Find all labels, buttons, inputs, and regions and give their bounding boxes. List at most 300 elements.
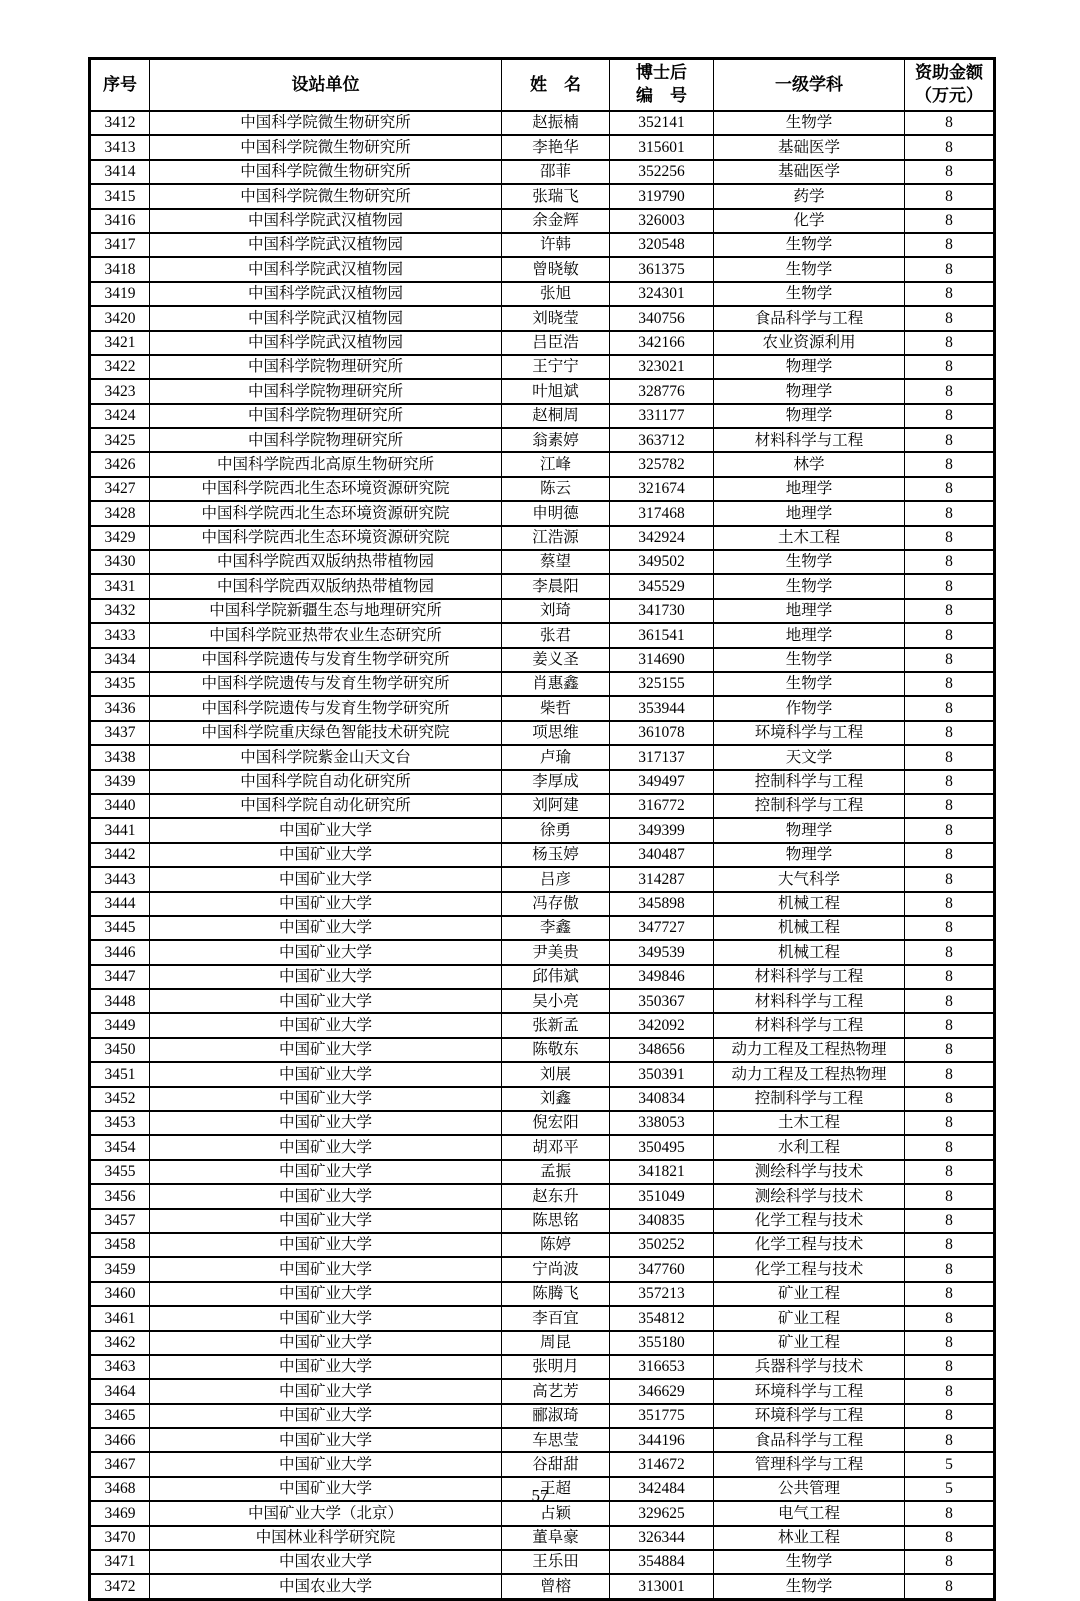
table-cell: 中国农业大学 bbox=[150, 1550, 502, 1574]
table-cell: 李艳华 bbox=[502, 135, 610, 159]
table-cell: 3434 bbox=[90, 648, 150, 672]
table-cell: 8 bbox=[905, 1404, 995, 1428]
header-amount: 资助金额 （万元） bbox=[905, 59, 995, 112]
table-cell: 3451 bbox=[90, 1062, 150, 1086]
table-cell: 8 bbox=[905, 1111, 995, 1135]
table-cell: 中国科学院西北生态环境资源研究院 bbox=[150, 501, 502, 525]
table-cell: 测绘科学与技术 bbox=[714, 1160, 905, 1184]
table-cell: 中国矿业大学 bbox=[150, 1233, 502, 1257]
table-cell: 8 bbox=[905, 1257, 995, 1281]
table-row bbox=[90, 1550, 995, 1574]
table-cell: 363712 bbox=[610, 428, 714, 452]
table-row bbox=[90, 916, 995, 940]
table-cell: 3437 bbox=[90, 721, 150, 745]
table-cell: 张新孟 bbox=[502, 1013, 610, 1037]
table-cell: 周昆 bbox=[502, 1331, 610, 1355]
table-cell: 8 bbox=[905, 1160, 995, 1184]
table-row bbox=[90, 428, 995, 452]
table-cell: 中国科学院物理研究所 bbox=[150, 355, 502, 379]
table-cell: 中国矿业大学 bbox=[150, 1355, 502, 1379]
table-cell: 340756 bbox=[610, 306, 714, 330]
table-cell: 生物学 bbox=[714, 111, 905, 135]
table-row bbox=[90, 1282, 995, 1306]
table-row bbox=[90, 1233, 995, 1257]
table-cell: 352141 bbox=[610, 111, 714, 135]
table-cell: 余金辉 bbox=[502, 209, 610, 233]
table-cell: 蔡望 bbox=[502, 550, 610, 574]
table-cell: 8 bbox=[905, 257, 995, 281]
table-cell: 吕彦 bbox=[502, 867, 610, 891]
table-cell: 中国科学院武汉植物园 bbox=[150, 257, 502, 281]
table-cell: 林学 bbox=[714, 452, 905, 476]
table-row bbox=[90, 892, 995, 916]
table-row bbox=[90, 379, 995, 403]
table-cell: 3472 bbox=[90, 1574, 150, 1599]
table-cell: 345898 bbox=[610, 892, 714, 916]
table-cell: 357213 bbox=[610, 1282, 714, 1306]
table-cell: 8 bbox=[905, 1526, 995, 1550]
table-cell: 8 bbox=[905, 1135, 995, 1159]
table-cell: 环境科学与工程 bbox=[714, 721, 905, 745]
table-cell: 环境科学与工程 bbox=[714, 1404, 905, 1428]
table-cell: 350367 bbox=[610, 989, 714, 1013]
table-cell: 王宁宁 bbox=[502, 355, 610, 379]
table-cell: 8 bbox=[905, 867, 995, 891]
table-row bbox=[90, 233, 995, 257]
table-cell: 中国科学院武汉植物园 bbox=[150, 233, 502, 257]
table-cell: 董阜豪 bbox=[502, 1526, 610, 1550]
table-cell: 中国科学院微生物研究所 bbox=[150, 160, 502, 184]
table-cell: 物理学 bbox=[714, 379, 905, 403]
table-cell: 3428 bbox=[90, 501, 150, 525]
table-row bbox=[90, 843, 995, 867]
table-row bbox=[90, 550, 995, 574]
table-cell: 陈云 bbox=[502, 477, 610, 501]
table-cell: 卢瑜 bbox=[502, 745, 610, 769]
table-cell: 345529 bbox=[610, 574, 714, 598]
table-cell: 8 bbox=[905, 1038, 995, 1062]
table-cell: 8 bbox=[905, 1574, 995, 1599]
table-cell: 中国科学院微生物研究所 bbox=[150, 184, 502, 208]
table-cell: 吕臣浩 bbox=[502, 331, 610, 355]
table-cell: 3422 bbox=[90, 355, 150, 379]
table-cell: 胡邓平 bbox=[502, 1135, 610, 1159]
table-cell: 刘琦 bbox=[502, 599, 610, 623]
table-cell: 中国科学院西北生态环境资源研究院 bbox=[150, 526, 502, 550]
table-cell: 邵菲 bbox=[502, 160, 610, 184]
table-cell: 孟振 bbox=[502, 1160, 610, 1184]
table-cell: 化学工程与技术 bbox=[714, 1233, 905, 1257]
table-cell: 340835 bbox=[610, 1209, 714, 1233]
table-cell: 中国科学院武汉植物园 bbox=[150, 331, 502, 355]
table-cell: 3468 bbox=[90, 1477, 150, 1501]
table-cell: 8 bbox=[905, 989, 995, 1013]
table-cell: 8 bbox=[905, 574, 995, 598]
table-cell: 控制科学与工程 bbox=[714, 770, 905, 794]
table-row bbox=[90, 770, 995, 794]
table-cell: 电气工程 bbox=[714, 1501, 905, 1525]
table-cell: 354884 bbox=[610, 1550, 714, 1574]
table-cell: 314690 bbox=[610, 648, 714, 672]
table-cell: 8 bbox=[905, 379, 995, 403]
header-name: 姓 名 bbox=[502, 59, 610, 112]
table-cell: 3460 bbox=[90, 1282, 150, 1306]
table-cell: 8 bbox=[905, 648, 995, 672]
table-cell: 3471 bbox=[90, 1550, 150, 1574]
table-cell: 中国矿业大学 bbox=[150, 916, 502, 940]
table-cell: 大气科学 bbox=[714, 867, 905, 891]
table-cell: 3466 bbox=[90, 1428, 150, 1452]
table-cell: 占颖 bbox=[502, 1501, 610, 1525]
table-cell: 347727 bbox=[610, 916, 714, 940]
table-cell: 项思维 bbox=[502, 721, 610, 745]
table-cell: 中国科学院物理研究所 bbox=[150, 428, 502, 452]
table-cell: 林业工程 bbox=[714, 1526, 905, 1550]
table-cell: 316772 bbox=[610, 794, 714, 818]
table-cell: 3444 bbox=[90, 892, 150, 916]
table-cell: 8 bbox=[905, 306, 995, 330]
table-row bbox=[90, 965, 995, 989]
table-cell: 生物学 bbox=[714, 1550, 905, 1574]
table-cell: 3441 bbox=[90, 818, 150, 842]
table-cell: 8 bbox=[905, 1306, 995, 1330]
table-row bbox=[90, 135, 995, 159]
table-cell: 3415 bbox=[90, 184, 150, 208]
table-row bbox=[90, 111, 995, 135]
table-row bbox=[90, 648, 995, 672]
table-cell: 矿业工程 bbox=[714, 1331, 905, 1355]
table-cell: 8 bbox=[905, 355, 995, 379]
table-row bbox=[90, 721, 995, 745]
table-cell: 349399 bbox=[610, 818, 714, 842]
table-row bbox=[90, 1087, 995, 1111]
table-cell: 341821 bbox=[610, 1160, 714, 1184]
table-cell: 8 bbox=[905, 843, 995, 867]
table-cell: 生物学 bbox=[714, 233, 905, 257]
table-cell: 3438 bbox=[90, 745, 150, 769]
table-cell: 347760 bbox=[610, 1257, 714, 1281]
table-cell: 材料科学与工程 bbox=[714, 428, 905, 452]
table-cell: 3440 bbox=[90, 794, 150, 818]
table-cell: 地理学 bbox=[714, 477, 905, 501]
table-row bbox=[90, 526, 995, 550]
table-cell: 341730 bbox=[610, 599, 714, 623]
table-cell: 材料科学与工程 bbox=[714, 989, 905, 1013]
header-unit: 设站单位 bbox=[150, 59, 502, 112]
table-cell: 3445 bbox=[90, 916, 150, 940]
table-row bbox=[90, 1160, 995, 1184]
table-row bbox=[90, 331, 995, 355]
table-row bbox=[90, 355, 995, 379]
table-cell: 324301 bbox=[610, 282, 714, 306]
table-cell: 3465 bbox=[90, 1404, 150, 1428]
table-cell: 柴哲 bbox=[502, 696, 610, 720]
table-cell: 中国矿业大学 bbox=[150, 843, 502, 867]
table-row bbox=[90, 1428, 995, 1452]
table-cell: 中国矿业大学 bbox=[150, 1111, 502, 1135]
table-row bbox=[90, 1038, 995, 1062]
table-cell: 3421 bbox=[90, 331, 150, 355]
table-cell: 中国科学院自动化研究所 bbox=[150, 794, 502, 818]
table-cell: 测绘科学与技术 bbox=[714, 1184, 905, 1208]
table-cell: 3418 bbox=[90, 257, 150, 281]
table-cell: 郦淑琦 bbox=[502, 1404, 610, 1428]
table-cell: 338053 bbox=[610, 1111, 714, 1135]
table-cell: 天文学 bbox=[714, 745, 905, 769]
table-row bbox=[90, 1526, 995, 1550]
table-cell: 中国科学院遗传与发育生物学研究所 bbox=[150, 672, 502, 696]
table-cell: 8 bbox=[905, 160, 995, 184]
table-cell: 中国矿业大学 bbox=[150, 1306, 502, 1330]
table-cell: 3462 bbox=[90, 1331, 150, 1355]
table-row bbox=[90, 184, 995, 208]
table-cell: 赵东升 bbox=[502, 1184, 610, 1208]
table-cell: 中国科学院物理研究所 bbox=[150, 379, 502, 403]
table-cell: 药学 bbox=[714, 184, 905, 208]
table-cell: 中国矿业大学（北京） bbox=[150, 1501, 502, 1525]
table-row bbox=[90, 1452, 995, 1476]
table-cell: 3455 bbox=[90, 1160, 150, 1184]
table-cell: 中国矿业大学 bbox=[150, 1160, 502, 1184]
table-cell: 3467 bbox=[90, 1452, 150, 1476]
table-cell: 8 bbox=[905, 1428, 995, 1452]
table-cell: 江峰 bbox=[502, 452, 610, 476]
table-cell: 申明德 bbox=[502, 501, 610, 525]
table-cell: 8 bbox=[905, 623, 995, 647]
table-row bbox=[90, 1209, 995, 1233]
table-cell: 许韩 bbox=[502, 233, 610, 257]
header-postdoc-id: 博士后 编 号 bbox=[610, 59, 714, 112]
table-cell: 3427 bbox=[90, 477, 150, 501]
table-cell: 320548 bbox=[610, 233, 714, 257]
table-row bbox=[90, 867, 995, 891]
table-cell: 控制科学与工程 bbox=[714, 794, 905, 818]
table-cell: 8 bbox=[905, 770, 995, 794]
table-cell: 化学工程与技术 bbox=[714, 1209, 905, 1233]
table-cell: 3459 bbox=[90, 1257, 150, 1281]
table-row bbox=[90, 794, 995, 818]
table-cell: 生物学 bbox=[714, 672, 905, 696]
table-cell: 326003 bbox=[610, 209, 714, 233]
table-cell: 陈婷 bbox=[502, 1233, 610, 1257]
table-cell: 李鑫 bbox=[502, 916, 610, 940]
page-number: 57 bbox=[531, 1486, 549, 1505]
table-cell: 中国科学院西双版纳热带植物园 bbox=[150, 574, 502, 598]
table-cell: 中国矿业大学 bbox=[150, 1477, 502, 1501]
table-cell: 326344 bbox=[610, 1526, 714, 1550]
table-row bbox=[90, 282, 995, 306]
table-cell: 3463 bbox=[90, 1355, 150, 1379]
table-row bbox=[90, 306, 995, 330]
table-cell: 348656 bbox=[610, 1038, 714, 1062]
table-cell: 刘晓莹 bbox=[502, 306, 610, 330]
table-cell: 3425 bbox=[90, 428, 150, 452]
table-body bbox=[90, 111, 995, 1599]
table-cell: 中国科学院微生物研究所 bbox=[150, 111, 502, 135]
table-row bbox=[90, 745, 995, 769]
table-cell: 化学工程与技术 bbox=[714, 1257, 905, 1281]
table-cell: 3419 bbox=[90, 282, 150, 306]
table-cell: 矿业工程 bbox=[714, 1282, 905, 1306]
table-cell: 3456 bbox=[90, 1184, 150, 1208]
header-discipline: 一级学科 bbox=[714, 59, 905, 112]
table-cell: 控制科学与工程 bbox=[714, 1087, 905, 1111]
header-seq: 序号 bbox=[90, 59, 150, 112]
table-cell: 3448 bbox=[90, 989, 150, 1013]
table-cell: 中国矿业大学 bbox=[150, 989, 502, 1013]
table-cell: 中国农业大学 bbox=[150, 1574, 502, 1599]
table-cell: 3461 bbox=[90, 1306, 150, 1330]
table-cell: 355180 bbox=[610, 1331, 714, 1355]
table-cell: 物理学 bbox=[714, 355, 905, 379]
table-cell: 徐勇 bbox=[502, 818, 610, 842]
table-cell: 350391 bbox=[610, 1062, 714, 1086]
table-cell: 倪宏阳 bbox=[502, 1111, 610, 1135]
table-cell: 中国矿业大学 bbox=[150, 1087, 502, 1111]
table-cell: 土木工程 bbox=[714, 1111, 905, 1135]
table-cell: 食品科学与工程 bbox=[714, 1428, 905, 1452]
table-cell: 生物学 bbox=[714, 257, 905, 281]
table-cell: 生物学 bbox=[714, 574, 905, 598]
table-cell: 中国矿业大学 bbox=[150, 1404, 502, 1428]
table-cell: 机械工程 bbox=[714, 916, 905, 940]
table-cell: 8 bbox=[905, 940, 995, 964]
table-cell: 中国科学院物理研究所 bbox=[150, 404, 502, 428]
table-cell: 生物学 bbox=[714, 1574, 905, 1599]
table-cell: 8 bbox=[905, 233, 995, 257]
table-cell: 8 bbox=[905, 672, 995, 696]
table-cell: 350252 bbox=[610, 1233, 714, 1257]
table-cell: 邱伟斌 bbox=[502, 965, 610, 989]
table-cell: 8 bbox=[905, 1233, 995, 1257]
table-row bbox=[90, 477, 995, 501]
table-cell: 3464 bbox=[90, 1379, 150, 1403]
table-cell: 基础医学 bbox=[714, 135, 905, 159]
table-cell: 3439 bbox=[90, 770, 150, 794]
table-cell: 3433 bbox=[90, 623, 150, 647]
table-cell: 中国矿业大学 bbox=[150, 1209, 502, 1233]
table-cell: 物理学 bbox=[714, 818, 905, 842]
table-cell: 317468 bbox=[610, 501, 714, 525]
table-cell: 基础医学 bbox=[714, 160, 905, 184]
table-cell: 中国矿业大学 bbox=[150, 1062, 502, 1086]
table-cell: 张君 bbox=[502, 623, 610, 647]
table-cell: 中国科学院武汉植物园 bbox=[150, 209, 502, 233]
table-cell: 8 bbox=[905, 477, 995, 501]
table-cell: 地理学 bbox=[714, 501, 905, 525]
table-cell: 3436 bbox=[90, 696, 150, 720]
table-row bbox=[90, 1379, 995, 1403]
table-cell: 陈思铭 bbox=[502, 1209, 610, 1233]
table-cell: 姜义圣 bbox=[502, 648, 610, 672]
table-cell: 3453 bbox=[90, 1111, 150, 1135]
table-cell: 肖惠鑫 bbox=[502, 672, 610, 696]
table-cell: 331177 bbox=[610, 404, 714, 428]
table-row bbox=[90, 1062, 995, 1086]
table-cell: 公共管理 bbox=[714, 1477, 905, 1501]
table-cell: 8 bbox=[905, 428, 995, 452]
table-cell: 8 bbox=[905, 135, 995, 159]
table-cell: 3449 bbox=[90, 1013, 150, 1037]
table-cell: 中国科学院西双版纳热带植物园 bbox=[150, 550, 502, 574]
table-cell: 中国矿业大学 bbox=[150, 1257, 502, 1281]
table-cell: 8 bbox=[905, 550, 995, 574]
table-cell: 8 bbox=[905, 404, 995, 428]
table-cell: 中国矿业大学 bbox=[150, 965, 502, 989]
table-cell: 3424 bbox=[90, 404, 150, 428]
table-cell: 物理学 bbox=[714, 843, 905, 867]
table-cell: 342092 bbox=[610, 1013, 714, 1037]
table-cell: 中国科学院亚热带农业生态研究所 bbox=[150, 623, 502, 647]
table-cell: 319790 bbox=[610, 184, 714, 208]
table-cell: 中国林业科学研究院 bbox=[150, 1526, 502, 1550]
table-row bbox=[90, 257, 995, 281]
table-cell: 生物学 bbox=[714, 550, 905, 574]
table-cell: 3435 bbox=[90, 672, 150, 696]
table-cell: 361541 bbox=[610, 623, 714, 647]
table-cell: 谷甜甜 bbox=[502, 1452, 610, 1476]
table-row bbox=[90, 1404, 995, 1428]
table-cell: 3429 bbox=[90, 526, 150, 550]
table-cell: 尹美贵 bbox=[502, 940, 610, 964]
table-cell: 机械工程 bbox=[714, 892, 905, 916]
table-cell: 8 bbox=[905, 818, 995, 842]
table-cell: 8 bbox=[905, 452, 995, 476]
table-row bbox=[90, 1331, 995, 1355]
table-cell: 中国矿业大学 bbox=[150, 867, 502, 891]
table-cell: 313001 bbox=[610, 1574, 714, 1599]
table-row bbox=[90, 501, 995, 525]
table-cell: 高艺芳 bbox=[502, 1379, 610, 1403]
table-cell: 中国科学院重庆绿色智能技术研究院 bbox=[150, 721, 502, 745]
table-cell: 李百宜 bbox=[502, 1306, 610, 1330]
table-cell: 中国科学院微生物研究所 bbox=[150, 135, 502, 159]
table-cell: 350495 bbox=[610, 1135, 714, 1159]
table-row bbox=[90, 1306, 995, 1330]
table-cell: 8 bbox=[905, 1282, 995, 1306]
table-row bbox=[90, 818, 995, 842]
table-cell: 冯存傲 bbox=[502, 892, 610, 916]
table-cell: 349497 bbox=[610, 770, 714, 794]
table-cell: 宁尚波 bbox=[502, 1257, 610, 1281]
table-cell: 地理学 bbox=[714, 599, 905, 623]
table-cell: 中国科学院武汉植物园 bbox=[150, 282, 502, 306]
table-cell: 349846 bbox=[610, 965, 714, 989]
table-cell: 8 bbox=[905, 282, 995, 306]
table-cell: 环境科学与工程 bbox=[714, 1379, 905, 1403]
table-cell: 8 bbox=[905, 184, 995, 208]
table-cell: 3452 bbox=[90, 1087, 150, 1111]
table-cell: 342484 bbox=[610, 1477, 714, 1501]
table-cell: 赵桐周 bbox=[502, 404, 610, 428]
table-cell: 土木工程 bbox=[714, 526, 905, 550]
table-cell: 动力工程及工程热物理 bbox=[714, 1038, 905, 1062]
table-cell: 叶旭斌 bbox=[502, 379, 610, 403]
table-cell: 8 bbox=[905, 599, 995, 623]
table-cell: 中国矿业大学 bbox=[150, 1038, 502, 1062]
table-cell: 中国矿业大学 bbox=[150, 892, 502, 916]
table-cell: 3450 bbox=[90, 1038, 150, 1062]
table-row bbox=[90, 623, 995, 647]
table-row bbox=[90, 160, 995, 184]
table-cell: 340834 bbox=[610, 1087, 714, 1111]
table-cell: 中国科学院遗传与发育生物学研究所 bbox=[150, 696, 502, 720]
table-cell: 328776 bbox=[610, 379, 714, 403]
table-cell: 317137 bbox=[610, 745, 714, 769]
table-cell: 321674 bbox=[610, 477, 714, 501]
table-cell: 翁素婷 bbox=[502, 428, 610, 452]
table-cell: 349539 bbox=[610, 940, 714, 964]
